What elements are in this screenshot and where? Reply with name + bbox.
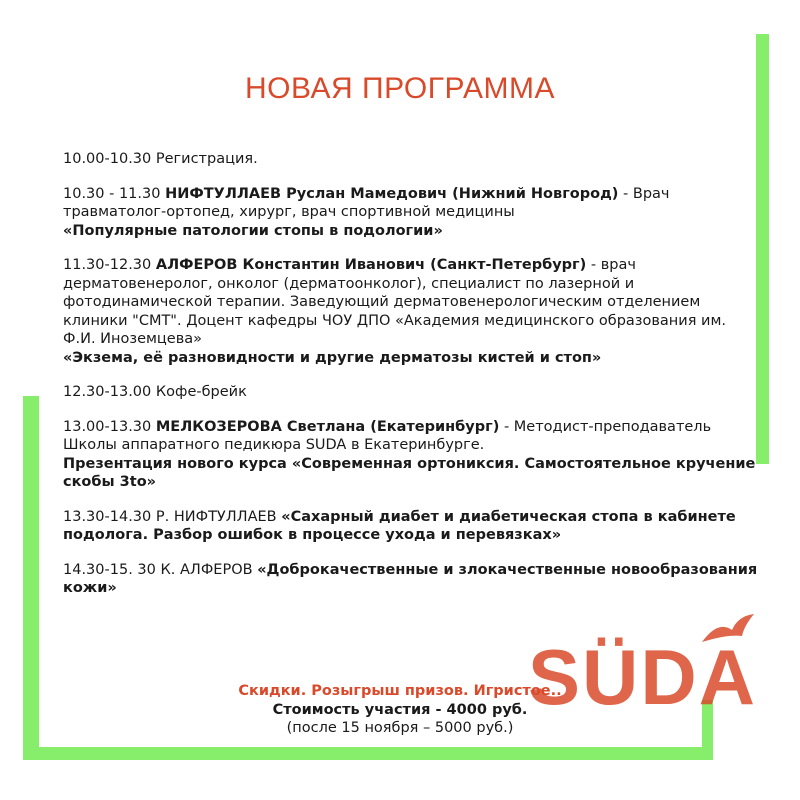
program-topic: «Экзема, её разновидности и другие дерматозы кистей и стоп» — [63, 349, 602, 366]
program-desc: - Методист-преподаватель Школы аппаратного педикюра SUDA в Екатеринбурге. — [63, 418, 712, 453]
logo-text: SÜDA — [528, 633, 758, 721]
page-title: НОВАЯ ПРОГРАММА — [244, 72, 556, 105]
program-time: 14.30-15. 30 — [63, 561, 156, 578]
program-item — [63, 256, 763, 367]
program-list — [63, 150, 763, 614]
program-time: 10.30 - 11.30 — [63, 185, 161, 202]
program-time: 12.30-13.00 — [63, 384, 152, 400]
program-item — [63, 150, 763, 169]
frame-bar-bottom — [23, 747, 713, 760]
program-speaker: МЕЛКОЗЕРОВА Светлана (Екатеринбург) — [155, 418, 500, 435]
program-topic: Презентация нового курса «Современная ортониксия. Самостоятельное кручение скобы 3to» — [63, 455, 756, 490]
program-topic: «Доброкачественные и злокачественные новообразования кожи» — [63, 561, 758, 596]
program-desc: - Врач травматолог-ортопед, хирург, врач спортивной медицины — [63, 185, 670, 220]
promo-text: Скидки. Розыгрыш призов. Игристое.. — [238, 683, 562, 699]
program-item — [63, 418, 763, 492]
footer — [0, 682, 800, 738]
price-text: Стоимость участия - 4000 руб. — [272, 701, 528, 718]
program-item — [63, 185, 763, 241]
program-desc: - врач дерматовенеролог, онколог (дерматоонколог), специалист по лазерной и фотодинамической терапии. Заведующий дерматовенерологическим отделением клиники "СМТ". Доцент кафедры ЧОУ ДПО «Академия медицинского образования им. Ф.И. Иноземцева» — [63, 257, 726, 347]
program-speaker: АЛФЕРОВ Константин Иванович (Санкт-Петербург) — [155, 257, 587, 273]
program-speaker: НИФТУЛЛАЕВ Руслан Мамедович (Нижний Новгород) — [165, 185, 619, 202]
program-speaker: Р. НИФТУЛЛАЕВ — [155, 508, 277, 525]
program-speaker: К. АЛФЕРОВ — [160, 561, 253, 578]
program-topic: «Сахарный диабет и диабетическая стопа в кабинете подолога. Разбор ошибок в процессе ухода и перевязках» — [63, 508, 736, 543]
program-time: 13.30-14.30 — [63, 508, 152, 525]
program-topic: «Популярные патологии стопы в подологии» — [63, 222, 443, 239]
program-time: 13.00-13.30 — [63, 418, 152, 435]
price-later-text: (после 15 ноября – 5000 руб.) — [286, 720, 514, 736]
program-text: Регистрация. — [155, 151, 258, 167]
program-item — [63, 508, 763, 545]
program-time: 10.00-10.30 — [63, 151, 152, 167]
program-item — [63, 383, 763, 402]
program-item — [63, 561, 763, 598]
program-text: Кофе-брейк — [155, 384, 247, 400]
program-time: 11.30-12.30 — [63, 257, 152, 273]
